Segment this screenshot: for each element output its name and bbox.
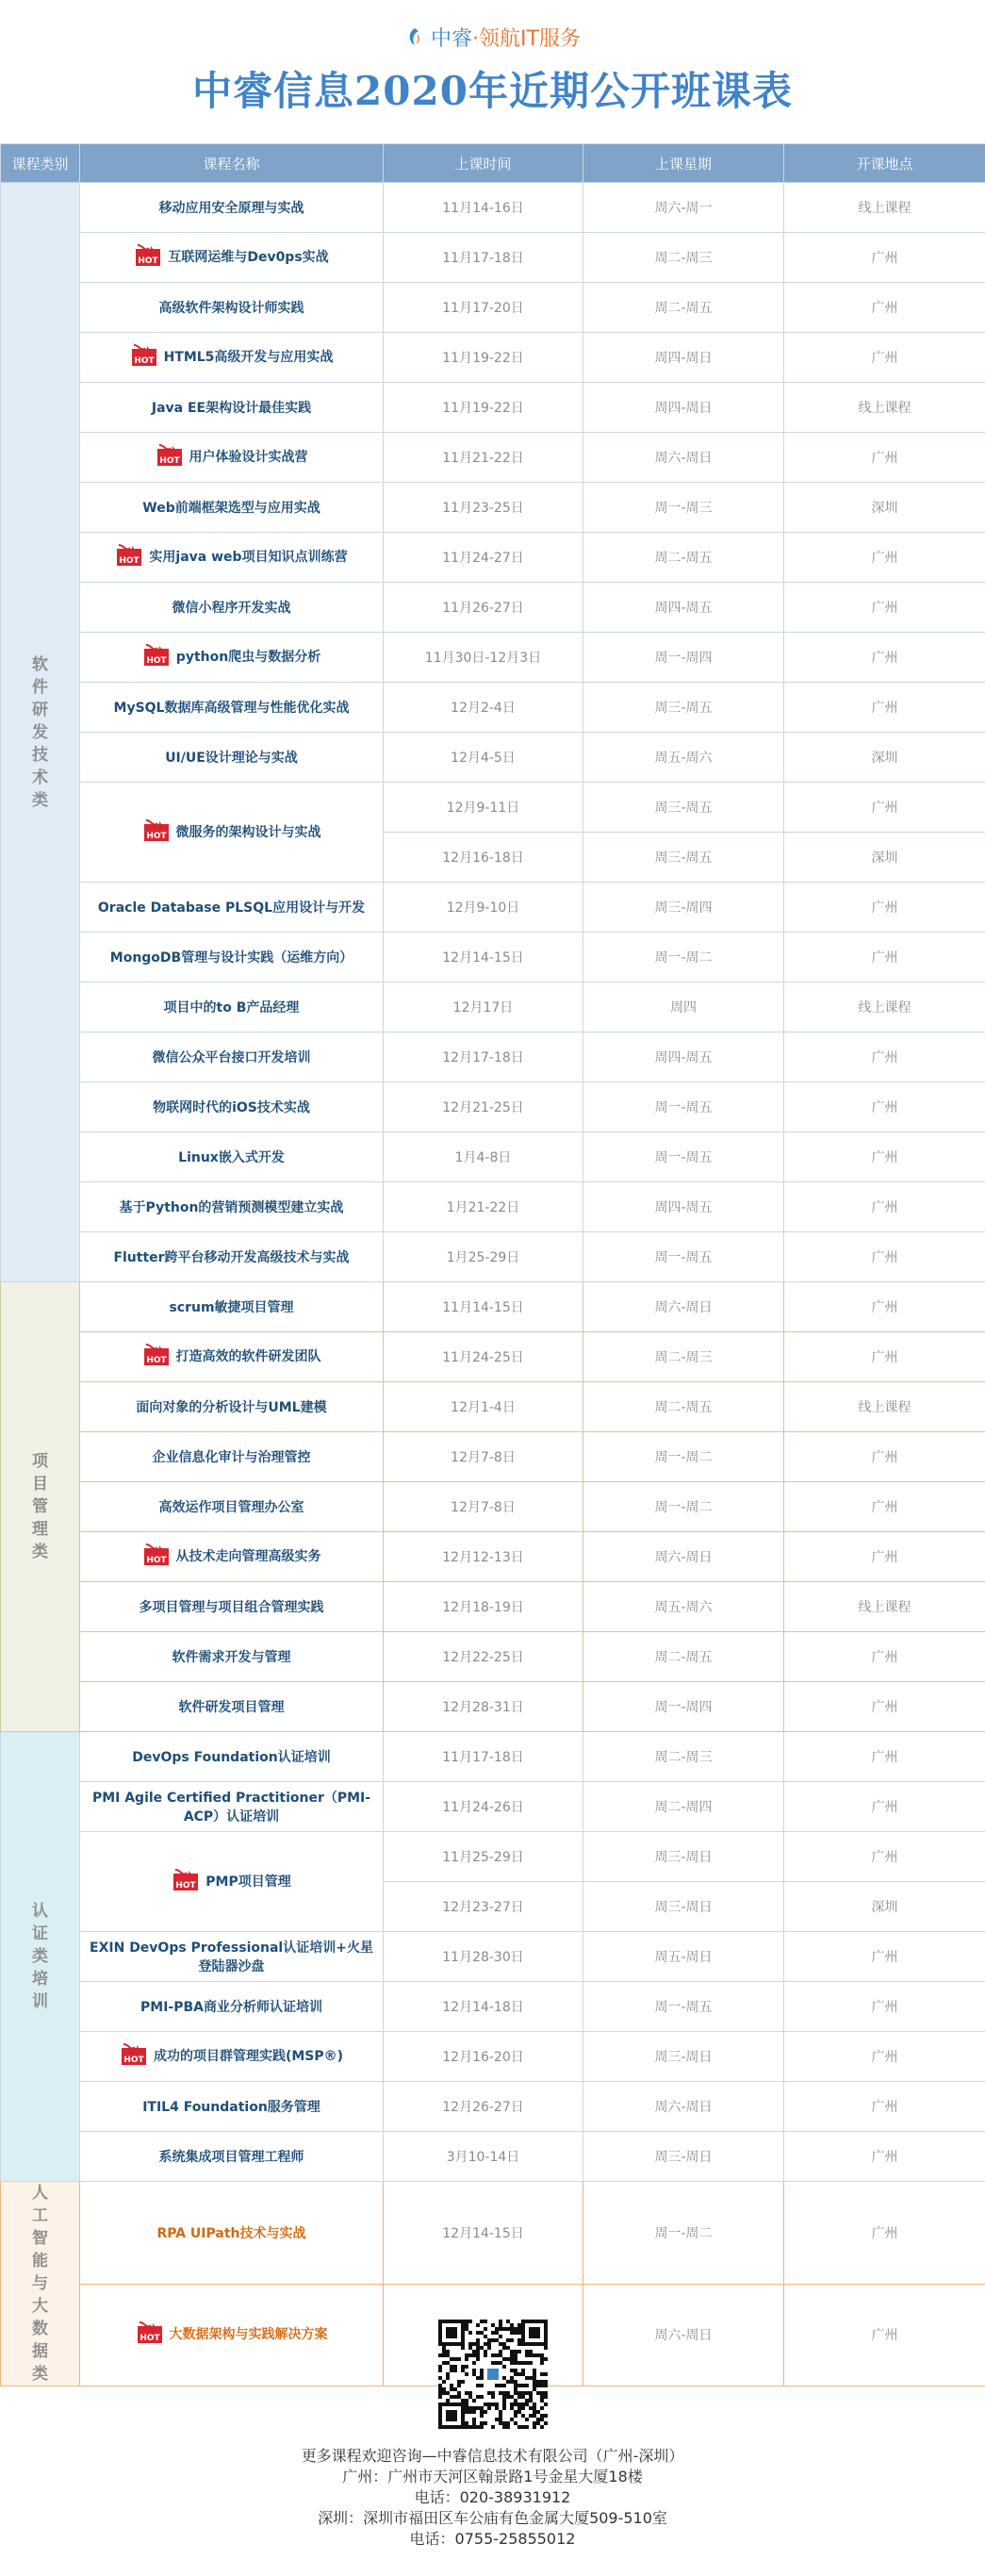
course-week: 周三-周日 bbox=[583, 2132, 784, 2182]
hot-badge-icon bbox=[134, 243, 162, 272]
category-cell bbox=[1, 1282, 80, 1732]
course-week: 周一-周二 bbox=[583, 1482, 784, 1532]
course-date: 11月24-27日 bbox=[384, 533, 583, 583]
course-week: 周一-周四 bbox=[583, 633, 784, 683]
course-name-cell[interactable] bbox=[80, 1532, 384, 1582]
table-row bbox=[1, 733, 985, 783]
course-date: 11月21-22日 bbox=[384, 433, 583, 483]
course-week: 周二-周五 bbox=[583, 1382, 784, 1432]
course-name: 互联网运维与Dev0ps实战 bbox=[168, 250, 329, 265]
hot-badge-icon bbox=[142, 643, 171, 671]
course-place: 广州 bbox=[784, 1632, 985, 1682]
table-row bbox=[1, 383, 985, 433]
course-place: 广州 bbox=[784, 1232, 985, 1282]
course-date: 12月9-10日 bbox=[384, 883, 583, 933]
course-date: 12月16-20日 bbox=[384, 2032, 583, 2082]
course-place: 广州 bbox=[784, 633, 985, 683]
table-row bbox=[1, 1382, 985, 1432]
course-date: 11月17-18日 bbox=[384, 233, 583, 283]
course-week: 周一-周三 bbox=[583, 483, 784, 533]
course-name-cell[interactable] bbox=[80, 1282, 384, 1332]
course-date: 12月12-13日 bbox=[384, 1532, 583, 1582]
course-week: 周三-周五 bbox=[583, 783, 784, 833]
course-name: 实用java web项目知识点训练营 bbox=[149, 550, 348, 565]
course-week: 周一-周二 bbox=[583, 2182, 784, 2285]
course-name-cell[interactable] bbox=[80, 1132, 384, 1182]
course-date: 12月9-11日 bbox=[384, 783, 583, 833]
table-row bbox=[1, 933, 985, 983]
table-row bbox=[1, 1232, 985, 1282]
course-place: 广州 bbox=[784, 2284, 985, 2386]
table-row bbox=[1, 183, 985, 233]
footer-line: 广州：广州市天河区翰景路1号金星大厦18楼 bbox=[342, 2468, 643, 2485]
table-row bbox=[1, 883, 985, 933]
course-date: 12月26-27日 bbox=[384, 2082, 583, 2132]
course-week: 周四 bbox=[583, 983, 784, 1032]
course-place: 广州 bbox=[784, 883, 985, 933]
course-date2: 12月16-18日 bbox=[384, 833, 583, 883]
course-week: 周一-周二 bbox=[583, 933, 784, 983]
course-week: 周一-周五 bbox=[583, 1132, 784, 1182]
course-name: 高效运作项目管理办公室 bbox=[158, 1500, 304, 1515]
qr-code-icon bbox=[438, 2320, 548, 2429]
hot-badge-icon bbox=[156, 443, 184, 471]
table-row bbox=[1, 283, 985, 333]
course-name: 移动应用安全原理与实战 bbox=[158, 201, 304, 216]
hot-badge-icon bbox=[172, 1868, 200, 1896]
category-label: 项目管理类 bbox=[32, 1452, 48, 1561]
course-name: 高级软件架构设计师实践 bbox=[158, 301, 304, 316]
course-week2: 周三-周日 bbox=[583, 1882, 784, 1932]
course-place: 广州 bbox=[784, 1682, 985, 1732]
course-place: 深圳 bbox=[784, 733, 985, 783]
table-row bbox=[1, 483, 985, 533]
hot-badge-icon bbox=[142, 1343, 171, 1371]
course-place: 广州 bbox=[784, 583, 985, 633]
hot-badge-icon bbox=[130, 343, 158, 372]
table-row bbox=[1, 1682, 985, 1732]
header-place: 开课地点 bbox=[784, 144, 985, 183]
course-place2: 深圳 bbox=[784, 833, 985, 883]
course-name-cell[interactable] bbox=[80, 483, 384, 533]
course-place: 广州 bbox=[784, 533, 985, 583]
course-place: 广州 bbox=[784, 333, 985, 383]
course-week: 周四-周五 bbox=[583, 583, 784, 633]
brand-logo bbox=[0, 23, 985, 53]
course-place: 广州 bbox=[784, 1032, 985, 1082]
course-date: 12月22-25日 bbox=[384, 1632, 583, 1682]
course-name: scrum敏捷项目管理 bbox=[169, 1300, 294, 1315]
table-row bbox=[1, 633, 985, 683]
course-name-cell[interactable] bbox=[80, 1782, 384, 1832]
footer bbox=[0, 2320, 985, 2550]
course-place: 广州 bbox=[784, 1982, 985, 2032]
course-place: 线上课程 bbox=[784, 183, 985, 233]
course-name-cell[interactable] bbox=[80, 1182, 384, 1232]
course-name-cell[interactable] bbox=[80, 1032, 384, 1082]
course-date: 11月24-26日 bbox=[384, 1782, 583, 1832]
hot-label: HOT bbox=[123, 2056, 144, 2065]
course-place: 广州 bbox=[784, 2132, 985, 2182]
course-date: 12月21-25日 bbox=[384, 1082, 583, 1132]
course-week: 周一-周二 bbox=[583, 1432, 784, 1482]
course-place: 广州 bbox=[784, 1132, 985, 1182]
course-name: Java EE架构设计最佳实践 bbox=[151, 401, 312, 416]
course-name: Oracle Database PLSQL应用设计与开发 bbox=[97, 900, 366, 916]
course-name: Flutter跨平台移动开发高级技术与实战 bbox=[113, 1250, 350, 1265]
course-date: 12月14-15日 bbox=[384, 933, 583, 983]
footer-line: 电话：020-38931912 bbox=[414, 2488, 571, 2506]
table-row bbox=[1, 1732, 985, 1782]
header-category: 课程类别 bbox=[1, 144, 80, 183]
course-place: 广州 bbox=[784, 233, 985, 283]
category-cell bbox=[1, 183, 80, 1282]
course-name: python爬虫与数据分析 bbox=[175, 650, 321, 665]
course-week: 周五-周六 bbox=[583, 733, 784, 783]
course-place: 广州 bbox=[784, 1482, 985, 1532]
course-name: 面向对象的分析设计与UML建模 bbox=[136, 1400, 327, 1415]
course-place: 广州 bbox=[784, 1932, 985, 1982]
course-name: 物联网时代的iOS技术实战 bbox=[153, 1100, 310, 1115]
table-row bbox=[1, 1282, 985, 1332]
course-place: 广州 bbox=[784, 1532, 985, 1582]
course-place: 广州 bbox=[784, 433, 985, 483]
course-place: 广州 bbox=[784, 1782, 985, 1832]
course-date: 12月14-15日 bbox=[384, 2182, 583, 2285]
course-place: 广州 bbox=[784, 283, 985, 333]
hot-badge-icon bbox=[115, 543, 143, 571]
table-row bbox=[1, 433, 985, 483]
category-cell bbox=[1, 1732, 80, 2182]
course-name-cell[interactable] bbox=[80, 1332, 384, 1382]
course-name: 多项目管理与项目组合管理实践 bbox=[139, 1600, 324, 1615]
course-week: 周一-周五 bbox=[583, 1982, 784, 2032]
course-name: 软件研发项目管理 bbox=[178, 1700, 285, 1715]
brand-dot: · bbox=[472, 27, 480, 51]
course-name: PMI-PBA商业分析师认证培训 bbox=[140, 2000, 322, 2015]
course-date: 11月17-20日 bbox=[384, 283, 583, 333]
course-name-cell[interactable] bbox=[80, 583, 384, 633]
course-name-cell[interactable] bbox=[80, 683, 384, 733]
course-name: MySQL数据库高级管理与性能优化实战 bbox=[113, 701, 350, 716]
course-name-cell[interactable] bbox=[80, 983, 384, 1032]
course-name: HTML5高级开发与应用实战 bbox=[163, 350, 334, 365]
course-name-cell[interactable] bbox=[80, 1382, 384, 1432]
course-date: 1月25-29日 bbox=[384, 1232, 583, 1282]
course-name-cell[interactable] bbox=[80, 1432, 384, 1482]
course-name-cell[interactable] bbox=[80, 233, 384, 283]
course-name: DevOps Foundation认证培训 bbox=[132, 1750, 331, 1765]
course-name: 打造高效的软件研发团队 bbox=[175, 1349, 321, 1364]
course-name: 基于Python的营销预测模型建立实战 bbox=[119, 1200, 344, 1215]
course-place: 广州 bbox=[784, 1282, 985, 1332]
course-place: 广州 bbox=[784, 2082, 985, 2132]
course-date: 12月14-18日 bbox=[384, 1982, 583, 2032]
table-row bbox=[1, 333, 985, 383]
course-week: 周四-周五 bbox=[583, 1182, 784, 1232]
course-week: 周三-周五 bbox=[583, 683, 784, 733]
course-name: UI/UE设计理论与实战 bbox=[165, 751, 298, 766]
course-week: 周二-周五 bbox=[583, 1632, 784, 1682]
course-name-cell[interactable] bbox=[80, 1832, 384, 1932]
course-place: 广州 bbox=[784, 1732, 985, 1782]
course-name-cell[interactable] bbox=[80, 1932, 384, 1982]
course-name-cell[interactable] bbox=[80, 2182, 384, 2285]
table-row bbox=[1, 1532, 985, 1582]
course-name-cell[interactable] bbox=[80, 733, 384, 783]
course-week2: 周三-周五 bbox=[583, 833, 784, 883]
table-row bbox=[1, 2182, 985, 2285]
course-name: 用户体验设计实战营 bbox=[189, 450, 308, 465]
hot-label: HOT bbox=[145, 831, 167, 841]
table-row bbox=[1, 1982, 985, 2032]
brand-sub: 领航IT服务 bbox=[479, 27, 581, 51]
table-row bbox=[1, 1182, 985, 1232]
table-row bbox=[1, 683, 985, 733]
course-place: 广州 bbox=[784, 2032, 985, 2082]
table-row bbox=[1, 1132, 985, 1182]
hot-label: HOT bbox=[119, 556, 140, 566]
table-row bbox=[1, 2082, 985, 2132]
course-name-cell[interactable] bbox=[80, 1482, 384, 1532]
course-date: 12月7-8日 bbox=[384, 1432, 583, 1482]
course-date: 12月2-4日 bbox=[384, 683, 583, 733]
course-name: 大数据架构与实践解决方案 bbox=[169, 2327, 328, 2343]
course-date: 11月14-15日 bbox=[384, 1282, 583, 1332]
course-place: 广州 bbox=[784, 1082, 985, 1132]
course-place: 线上课程 bbox=[784, 983, 985, 1032]
hot-label: HOT bbox=[145, 1356, 167, 1365]
course-date: 11月23-25日 bbox=[384, 483, 583, 533]
category-label: 软件研发技术类 bbox=[32, 654, 48, 810]
course-date: 11月26-27日 bbox=[384, 583, 583, 633]
table-row bbox=[1, 1082, 985, 1132]
hot-badge-icon bbox=[120, 2042, 148, 2071]
table-row bbox=[1, 1432, 985, 1482]
course-name: 微信公众平台接口开发培训 bbox=[152, 1050, 311, 1065]
category-label: 人工智能与大数据类 bbox=[32, 2184, 48, 2384]
table-row bbox=[1, 2032, 985, 2082]
header-date: 上课时间 bbox=[384, 144, 583, 183]
course-name-cell[interactable] bbox=[80, 2032, 384, 2082]
table-row bbox=[1, 533, 985, 583]
course-week: 周六-周日 bbox=[583, 2082, 784, 2132]
course-name-cell[interactable] bbox=[80, 333, 384, 383]
course-date: 12月18-19日 bbox=[384, 1582, 583, 1632]
brand-name: 中睿 bbox=[431, 27, 473, 51]
course-date: 11月19-22日 bbox=[384, 383, 583, 433]
table-row bbox=[1, 1332, 985, 1382]
hot-label: HOT bbox=[158, 456, 180, 466]
course-name-cell[interactable] bbox=[80, 1682, 384, 1732]
course-week: 周六-周一 bbox=[583, 183, 784, 233]
course-date2: 12月23-27日 bbox=[384, 1882, 583, 1932]
table-row bbox=[1, 233, 985, 283]
course-place: 广州 bbox=[784, 783, 985, 833]
page-header bbox=[0, 0, 985, 141]
course-week: 周二-周四 bbox=[583, 1782, 784, 1832]
course-name-cell[interactable] bbox=[80, 1732, 384, 1782]
header-course: 课程名称 bbox=[80, 144, 384, 183]
course-place: 深圳 bbox=[784, 483, 985, 533]
table-row bbox=[1, 583, 985, 633]
course-name-cell[interactable] bbox=[80, 1082, 384, 1132]
table-row bbox=[1, 1032, 985, 1082]
course-week: 周一-周五 bbox=[583, 1082, 784, 1132]
course-place: 线上课程 bbox=[784, 1582, 985, 1632]
course-week: 周六-周日 bbox=[583, 1532, 784, 1582]
hot-label: HOT bbox=[133, 356, 155, 366]
course-week: 周二-周三 bbox=[583, 1732, 784, 1782]
course-place: 广州 bbox=[784, 1332, 985, 1382]
course-date: 12月17-18日 bbox=[384, 1032, 583, 1082]
course-date: 12月1-4日 bbox=[384, 1382, 583, 1432]
table-row bbox=[1, 983, 985, 1032]
course-name: Linux嵌入式开发 bbox=[178, 1150, 285, 1165]
course-name-cell[interactable] bbox=[80, 933, 384, 983]
course-name-cell[interactable] bbox=[80, 1232, 384, 1282]
table-row bbox=[1, 1582, 985, 1632]
footer-line: 更多课程欢迎咨询—中睿信息技术有限公司（广州-深圳） bbox=[301, 2447, 684, 2465]
course-date: 1月21-22日 bbox=[384, 1182, 583, 1232]
course-name-cell[interactable] bbox=[80, 1632, 384, 1682]
table-row bbox=[1, 1482, 985, 1532]
course-date: 11月28-30日 bbox=[384, 1932, 583, 1982]
course-name-cell[interactable] bbox=[80, 183, 384, 233]
course-place: 广州 bbox=[784, 933, 985, 983]
course-name: 企业信息化审计与治理管控 bbox=[152, 1450, 311, 1465]
course-name-cell[interactable] bbox=[80, 2132, 384, 2182]
course-name-cell[interactable] bbox=[80, 433, 384, 483]
category-label: 认证类培训 bbox=[32, 1902, 48, 2011]
course-table bbox=[0, 143, 985, 2386]
course-week: 周五-周日 bbox=[583, 1932, 784, 1982]
footer-line: 电话：0755-25855012 bbox=[409, 2530, 576, 2548]
course-name: Web前端框架选型与应用实战 bbox=[142, 501, 320, 516]
table-row bbox=[1, 1632, 985, 1682]
page-title: 中睿信息2020年近期公开班课表 bbox=[192, 68, 793, 114]
course-week: 周三-周四 bbox=[583, 883, 784, 933]
course-place: 广州 bbox=[784, 683, 985, 733]
course-date: 12月17日 bbox=[384, 983, 583, 1032]
course-week: 周六-周日 bbox=[583, 2284, 784, 2386]
hot-label: HOT bbox=[139, 2334, 160, 2344]
course-date: 12月4-5日 bbox=[384, 733, 583, 783]
course-name: 项目中的to B产品经理 bbox=[163, 1000, 300, 1016]
course-name: ITIL4 Foundation服务管理 bbox=[142, 2100, 320, 2115]
course-week: 周四-周日 bbox=[583, 383, 784, 433]
course-week: 周三-周日 bbox=[583, 1832, 784, 1882]
course-date: 11月30日-12月3日 bbox=[384, 633, 583, 683]
table-row bbox=[1, 1782, 985, 1832]
course-name: 系统集成项目管理工程师 bbox=[158, 2150, 304, 2165]
course-name: MongoDB管理与设计实践（运维方向） bbox=[109, 950, 353, 966]
course-week: 周五-周六 bbox=[583, 1582, 784, 1632]
course-week: 周六-周日 bbox=[583, 1282, 784, 1332]
footer-line: 深圳：深圳市福田区车公庙有色金属大厦509-510室 bbox=[318, 2509, 667, 2527]
course-date: 11月14-16日 bbox=[384, 183, 583, 233]
course-date: 11月25-29日 bbox=[384, 1832, 583, 1882]
course-place: 广州 bbox=[784, 1182, 985, 1232]
course-week: 周三-周日 bbox=[583, 2032, 784, 2082]
course-week: 周一-周四 bbox=[583, 1682, 784, 1732]
course-date: 1月4-8日 bbox=[384, 1132, 583, 1182]
course-name-cell[interactable] bbox=[80, 2082, 384, 2132]
hot-label: HOT bbox=[145, 1556, 167, 1565]
course-week: 周四-周日 bbox=[583, 333, 784, 383]
table-row bbox=[1, 2132, 985, 2182]
course-name-cell[interactable] bbox=[80, 383, 384, 433]
course-date: 11月17-18日 bbox=[384, 1732, 583, 1782]
course-name: 成功的项目群管理实践(MSP®) bbox=[153, 2049, 344, 2064]
course-place2: 深圳 bbox=[784, 1882, 985, 1932]
course-name: PMP项目管理 bbox=[205, 1874, 291, 1890]
course-date: 11月19-22日 bbox=[384, 333, 583, 383]
course-name: 微信小程序开发实战 bbox=[172, 601, 291, 616]
course-week: 周二-周三 bbox=[583, 233, 784, 283]
course-place: 广州 bbox=[784, 1832, 985, 1882]
table-header-row bbox=[1, 144, 985, 183]
course-date: 12月7-8日 bbox=[384, 1482, 583, 1532]
course-name-cell[interactable] bbox=[80, 283, 384, 333]
hot-label: HOT bbox=[175, 1880, 196, 1891]
course-name: 从技术走向管理高级实务 bbox=[175, 1549, 321, 1564]
course-place: 广州 bbox=[784, 1432, 985, 1482]
table-row bbox=[1, 1932, 985, 1982]
brand-swirl-icon bbox=[404, 26, 425, 53]
table-row bbox=[1, 1832, 985, 1882]
course-name: EXIN DevOps Professional认证培训+火星登陆器沙盘 bbox=[90, 1940, 373, 1974]
header-weekday: 上课星期 bbox=[583, 144, 784, 183]
course-name-cell[interactable] bbox=[80, 783, 384, 883]
course-name: 微服务的架构设计与实战 bbox=[175, 824, 321, 840]
course-place: 线上课程 bbox=[784, 383, 985, 433]
course-name-cell[interactable] bbox=[80, 533, 384, 583]
hot-label: HOT bbox=[138, 256, 158, 266]
course-week: 周二-周五 bbox=[583, 533, 784, 583]
hot-badge-icon bbox=[142, 818, 171, 847]
course-date: 3月10-14日 bbox=[384, 2132, 583, 2182]
course-name: PMI Agile Certified Practitioner（PMI-ACP）认证培训 bbox=[91, 1791, 371, 1825]
course-place: 广州 bbox=[784, 2182, 985, 2285]
course-name-cell[interactable] bbox=[80, 1982, 384, 2032]
table-row bbox=[1, 783, 985, 833]
course-name-cell[interactable] bbox=[80, 1582, 384, 1632]
course-week: 周一-周五 bbox=[583, 1232, 784, 1282]
course-place: 线上课程 bbox=[784, 1382, 985, 1432]
course-week: 周二-周五 bbox=[583, 283, 784, 333]
course-week: 周六-周日 bbox=[583, 433, 784, 483]
course-date: 12月28-31日 bbox=[384, 1682, 583, 1732]
course-week: 周四-周五 bbox=[583, 1032, 784, 1082]
course-name-cell[interactable] bbox=[80, 633, 384, 683]
course-name: RPA UIPath技术与实战 bbox=[156, 2225, 306, 2241]
hot-badge-icon bbox=[142, 1543, 171, 1571]
hot-label: HOT bbox=[146, 656, 167, 666]
course-name-cell[interactable] bbox=[80, 883, 384, 933]
course-week: 周二-周三 bbox=[583, 1332, 784, 1382]
course-name: 软件需求开发与管理 bbox=[172, 1650, 291, 1665]
course-date: 11月24-25日 bbox=[384, 1332, 583, 1382]
